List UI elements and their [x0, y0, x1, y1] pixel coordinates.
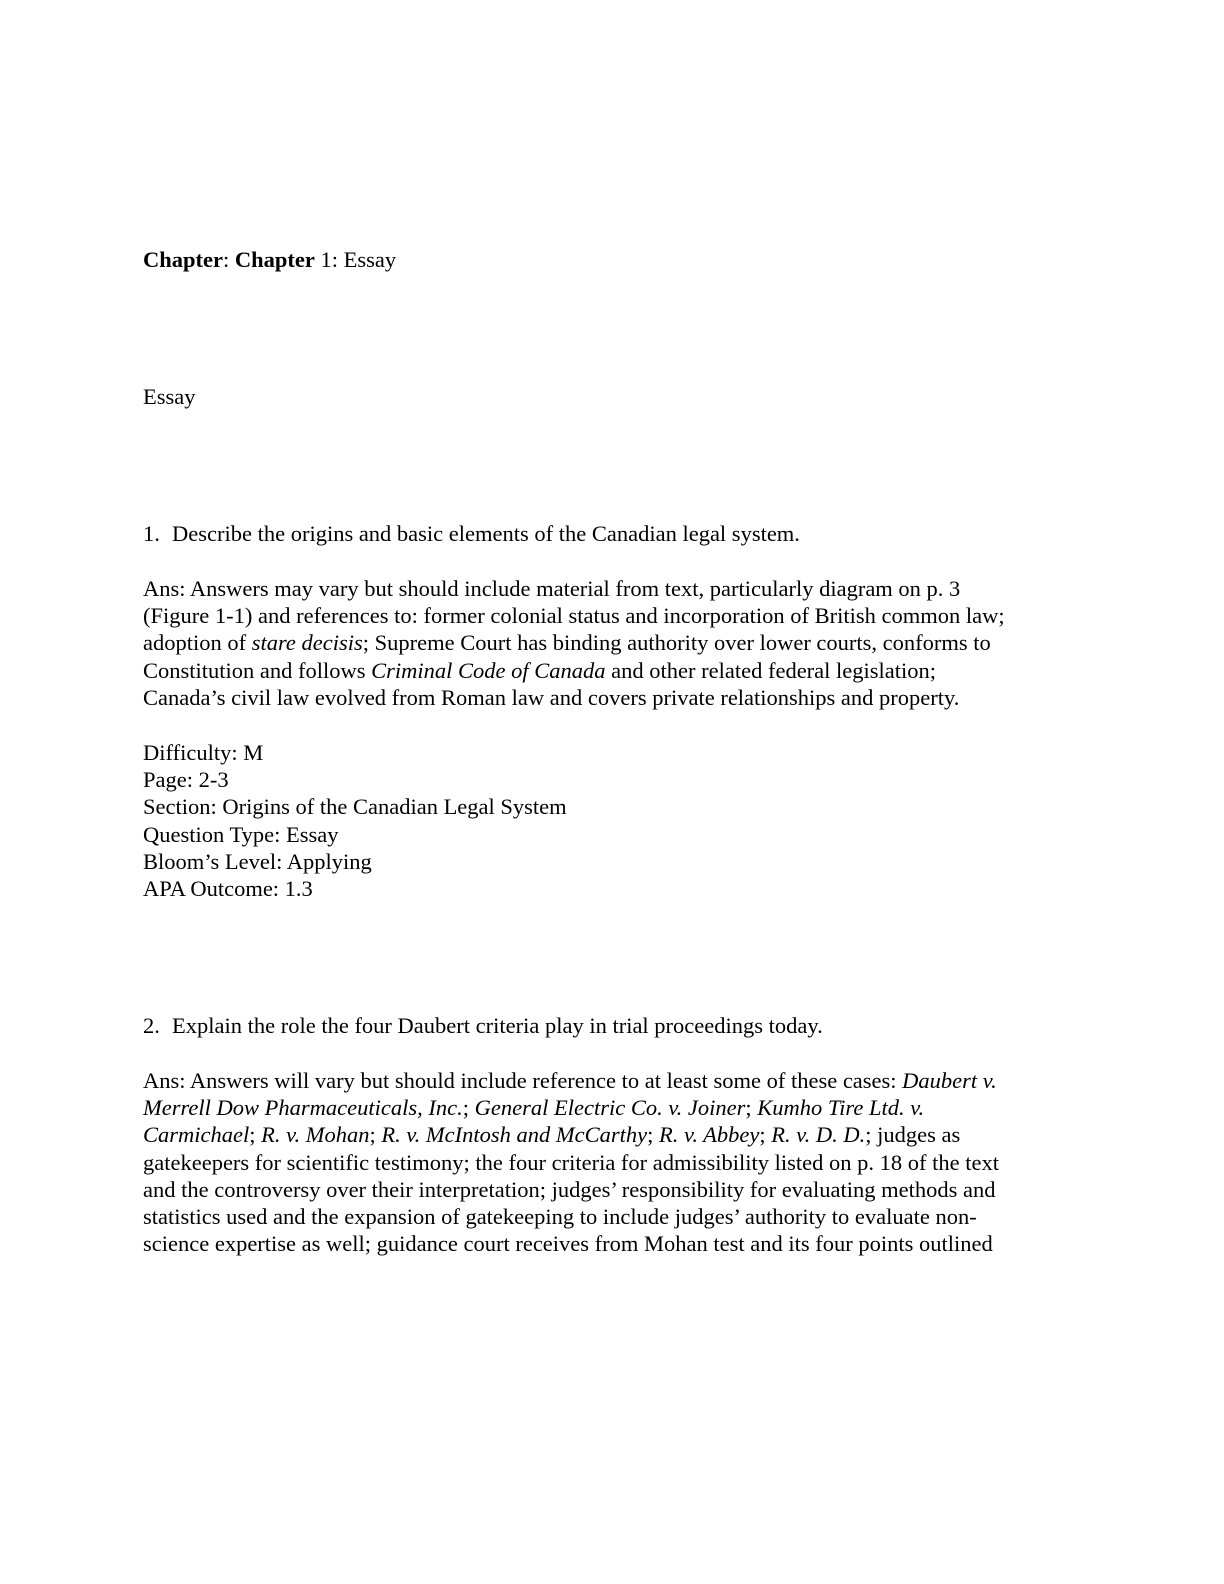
blooms-level-field: Bloom’s Level: Applying	[143, 848, 372, 874]
answer-1-line	[143, 602, 1083, 629]
italic-run: General Electric Co. v. Joiner	[474, 1095, 746, 1121]
text-run: Constitution and follows	[143, 657, 372, 683]
text-run: Canada’s civil law evolved from Roman law and covers private relationships and property.	[143, 684, 960, 710]
chapter-separator: :	[223, 247, 235, 272]
question-1-metadata	[143, 739, 1083, 902]
answer-2-line	[143, 1067, 1083, 1094]
question-1-number: 1.	[143, 521, 160, 546]
answer-2-line	[143, 1176, 1083, 1203]
text-run: and the controversy over their interpretation; judges’ responsibility for evaluating methods and	[143, 1176, 996, 1202]
text-run: (Figure 1-1) and references to: former colonial status and incorporation of British common law;	[143, 603, 1005, 629]
italic-run: R. v. McIntosh and McCarthy	[381, 1122, 648, 1148]
answer-1	[143, 575, 1083, 711]
text-run: statistics used and the expansion of gatekeeping to include judges’ authority to evaluate non-	[143, 1204, 977, 1230]
chapter-heading	[143, 246, 1083, 273]
difficulty-field: Difficulty: M	[143, 740, 264, 765]
section-title: Essay	[143, 384, 196, 409]
italic-run: Daubert v.	[902, 1068, 997, 1093]
answer-1-line	[143, 629, 1083, 656]
question-1-text: Describe the origins and basic elements of the Canadian legal system.	[172, 521, 800, 546]
answer-2-line	[143, 1203, 1083, 1230]
italic-run: stare decisis	[251, 630, 363, 656]
section-field: Section: Origins of the Canadian Legal System	[143, 794, 567, 820]
text-run: ;	[745, 1095, 758, 1121]
italic-run: R. v. Abbey	[659, 1122, 760, 1148]
text-run: ;	[462, 1095, 475, 1121]
italic-run: Kumho Tire Ltd. v.	[757, 1095, 925, 1121]
question-type-field: Question Type: Essay	[143, 821, 339, 847]
apa-outcome-field: APA Outcome: 1.3	[143, 876, 313, 902]
italic-run: Criminal Code of Canada	[371, 657, 606, 683]
answer-2-line	[143, 1230, 1083, 1257]
answer-1-line	[143, 684, 1083, 711]
text-run: Ans: Answers may vary but should include material from text, particularly diagram on p. 3	[143, 576, 961, 601]
question-2-number: 2.	[143, 1013, 160, 1038]
answer-2-line	[143, 1121, 1083, 1148]
italic-run: R. v. Mohan	[261, 1122, 370, 1148]
question-2-text: Explain the role the four Daubert criteria play in trial proceedings today.	[172, 1013, 823, 1038]
answer-2-line	[143, 1149, 1083, 1176]
text-run: ; Supreme Court has binding authority over lower courts, conforms to	[362, 630, 991, 656]
answer-2-line	[143, 1094, 1083, 1121]
text-run: Ans: Answers will vary but should include reference to at least some of these cases:	[143, 1068, 903, 1093]
italic-run: Merrell Dow Pharmaceuticals, Inc.	[143, 1095, 463, 1121]
text-run: ; judges as	[865, 1122, 961, 1148]
answer-1-line	[143, 657, 1083, 684]
chapter-label: Chapter	[143, 247, 223, 272]
italic-run: R. v. D. D.	[771, 1122, 866, 1148]
chapter-title-rest: 1: Essay	[314, 247, 397, 272]
text-run: ;	[369, 1122, 382, 1148]
text-run: gatekeepers for scientific testimony; the four criteria for admissibility listed on p. 18 of the text	[143, 1149, 1000, 1175]
chapter-word: Chapter	[234, 247, 315, 272]
text-run: science expertise as well; guidance court receives from Mohan test and its four points outlined	[143, 1231, 993, 1257]
question-2	[143, 1012, 1083, 1039]
page-field: Page: 2-3	[143, 767, 229, 793]
question-1	[143, 520, 1083, 547]
answer-1-line	[143, 575, 1083, 602]
text-run: ;	[647, 1122, 660, 1148]
text-run: adoption of	[143, 630, 252, 656]
italic-run: Carmichael	[143, 1122, 250, 1148]
answer-2	[143, 1067, 1083, 1257]
text-run: and other related federal legislation;	[605, 657, 937, 683]
text-run: ;	[759, 1122, 772, 1148]
text-run: ;	[249, 1122, 262, 1148]
